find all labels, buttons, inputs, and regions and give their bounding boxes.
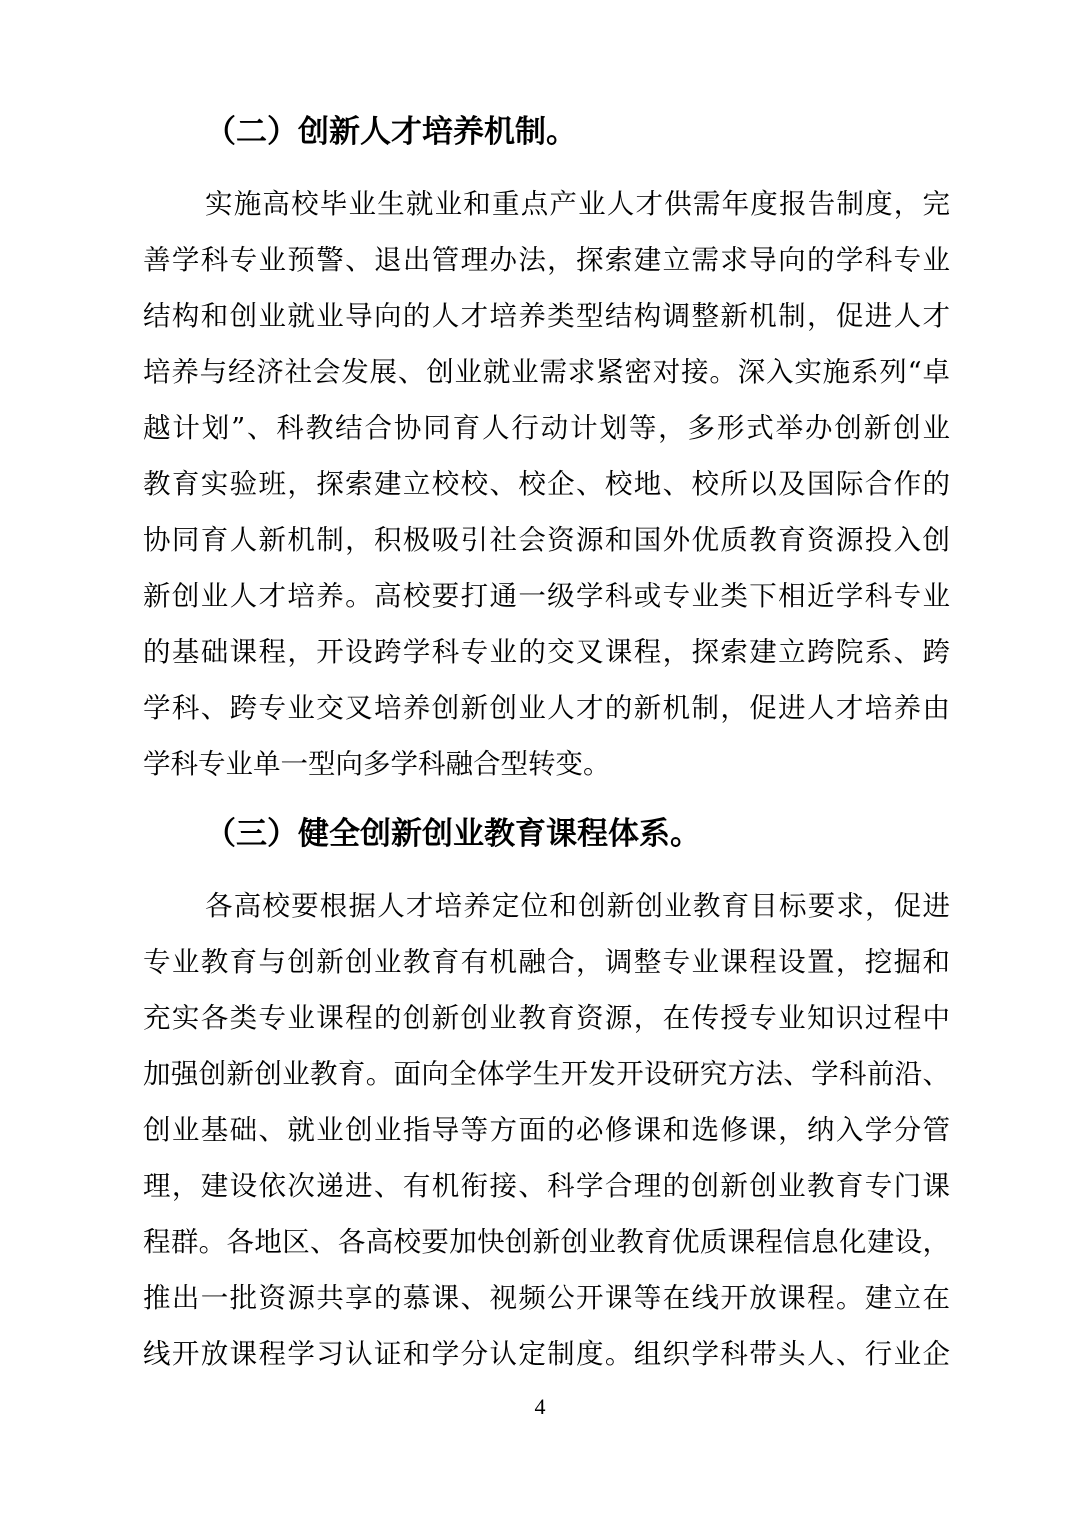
section-2: [143, 104, 950, 792]
text-line: 教育实验班，探索建立校校、校企、校地、校所以及国际合作的: [143, 468, 950, 500]
paragraph: [143, 878, 950, 1382]
text-line: 程群。各地区、各高校要加快创新创业教育优质课程信息化建设，: [143, 1226, 950, 1258]
text-line: 新创业人才培养。高校要打通一级学科或专业类下相近学科专业: [143, 580, 950, 612]
text-line: 创业基础、就业创业指导等方面的必修课和选修课，纳入学分管: [143, 1114, 950, 1146]
section-3: [143, 806, 950, 1382]
text-line: 培养与经济社会发展、创业就业需求紧密对接。深入实施系列“卓: [143, 356, 950, 388]
text-line: 线开放课程学习认证和学分认定制度。组织学科带头人、行业企: [143, 1338, 950, 1370]
text-line: 结构和创业就业导向的人才培养类型结构调整新机制，促进人才: [143, 300, 950, 332]
text-line: 实施高校毕业生就业和重点产业人才供需年度报告制度，完: [205, 188, 950, 220]
text-line: 学科专业单一型向多学科融合型转变。: [143, 748, 611, 780]
paragraph: [143, 176, 950, 792]
page-number: 4: [534, 1394, 546, 1419]
text-line: 推出一批资源共享的慕课、视频公开课等在线开放课程。建立在: [143, 1282, 950, 1314]
text-line: 充实各类专业课程的创新创业教育资源，在传授专业知识过程中: [143, 1002, 950, 1034]
text-line: 学科、跨专业交叉培养创新创业人才的新机制，促进人才培养由: [143, 692, 950, 724]
text-line: 的基础课程，开设跨学科专业的交叉课程，探索建立跨院系、跨: [143, 636, 950, 668]
text-line: 善学科专业预警、退出管理办法，探索建立需求导向的学科专业: [143, 244, 950, 276]
text-line: 专业教育与创新创业教育有机融合，调整专业课程设置，挖掘和: [143, 946, 950, 978]
section-heading: （三）健全创新创业教育课程体系。: [205, 816, 701, 852]
text-line: 协同育人新机制，积极吸引社会资源和国外优质教育资源投入创: [143, 524, 950, 556]
section-heading: （二）创新人才培养机制。: [205, 114, 577, 150]
text-line: 理，建设依次递进、有机衔接、科学合理的创新创业教育专门课: [143, 1170, 950, 1202]
text-line: 各高校要根据人才培养定位和创新创业教育目标要求，促进: [205, 890, 950, 922]
text-line: 加强创新创业教育。面向全体学生开发开设研究方法、学科前沿、: [143, 1058, 950, 1090]
text-line: 越计划”、科教结合协同育人行动计划等，多形式举办创新创业: [143, 412, 950, 444]
